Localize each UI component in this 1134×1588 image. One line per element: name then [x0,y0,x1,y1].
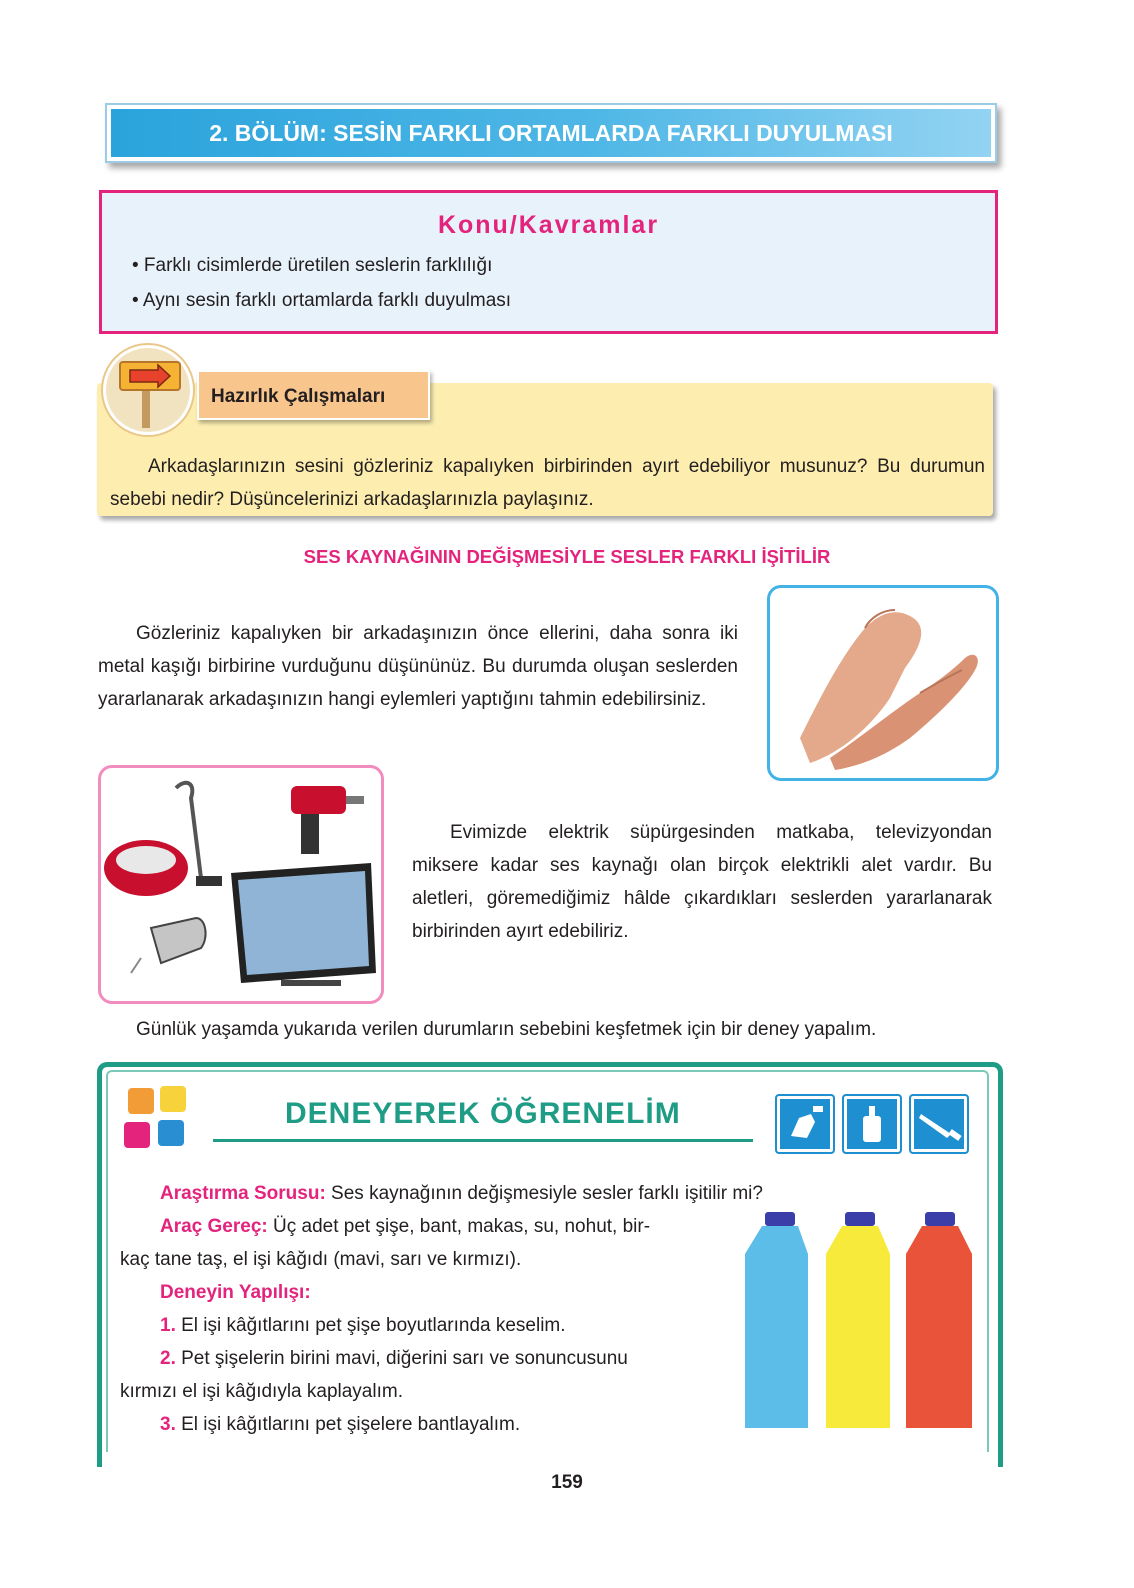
step-2 [160,1342,628,1375]
step-number: 2. [160,1348,176,1369]
red-bottle [906,1212,972,1428]
materials-label: Araç Gereç: [160,1216,268,1237]
step-text: El işi kâğıtlarını pet şişelere bantlayalım. [175,1414,521,1435]
step-text: El işi kâğıtlarını pet şişe boyutlarında keselim. [175,1315,566,1336]
drill-icon [291,786,364,854]
blue-bottle [745,1212,808,1428]
knife-icon [909,1094,969,1154]
signpost-icon [103,345,193,435]
paragraph: Günlük yaşamda yukarıda verilen durumların sebebini keşfetmek için bir deney yapalım. [136,1019,877,1040]
step-number: 3. [160,1414,176,1435]
clapping-hands-image [767,585,999,781]
hand-wash-icon [775,1094,835,1154]
vacuum-cleaner-icon [104,783,222,896]
materials-text-cont: kaç tane taş, el işi kâğıdı (mavi, sarı ve kırmızı). [120,1249,522,1270]
television-icon [231,863,376,986]
step-3 [160,1408,520,1441]
puzzle-icon [118,1080,208,1165]
chapter-header [105,103,997,163]
paragraph: Gözleriniz kapalıyken bir arkadaşınızın önce ellerini, daha sonra iki metal kaşığı birbirine vurduğunu düşününüz. Bu durumda oluşan seslerden yararlanarak arkadaşınızın hangi eylemleri yaptığını tahmin edebilirsiniz. [98,623,738,710]
mixer-icon [131,918,206,973]
title-underline [213,1139,753,1142]
paragraph: Evimizde elektrik süpürgesinden matkaba, televizyondan miksere kadar ses kaynağı olan birçok elektrikli alet vardır. Bu aletleri, göremediğimiz hâlde çıkardıkları seslerden yararlanarak birbirinden ayırt edebiliriz. [412,822,992,942]
appliances-image [98,765,384,1004]
step-1 [160,1309,566,1342]
preparation-text: Arkadaşlarınızın sesini gözleriniz kapalıyken birbirinden ayırt edebiliyor musunuz? Bu durumun sebebi nedir? Düşüncelerinizi arkadaşlarınızla paylaşınız. [110,456,985,510]
bottles-image [740,1210,980,1440]
experiment-title: DENEYEREK ÖĞRENELİM [285,1097,681,1130]
yellow-bottle [826,1212,890,1428]
research-text: Ses kaynağının değişmesiyle sesler farklı işitilir mi? [325,1183,763,1204]
step-2-cont: kırmızı el işi kâğıdıyla kaplayalım. [120,1381,403,1402]
page-number: 159 [551,1472,583,1493]
topics-box [99,190,998,334]
topics-title: Konu/Kavramlar [437,211,660,239]
section-heading: SES KAYNAĞININ DEĞİŞMESİYLE SESLER FARKLI İŞİTİLİR [303,546,831,567]
topic-item: • Farklı cisimlerde üretilen seslerin farklılığı [132,255,493,276]
step-text: Pet şişelerin birini mavi, diğerini sarı ve sonuncusunu [175,1348,628,1369]
glue-bottle-icon [842,1094,902,1154]
materials-text: Üç adet pet şişe, bant, makas, su, nohut, bir- [267,1216,651,1237]
topic-item: • Aynı sesin farklı ortamlarda farklı duyulması [132,290,512,311]
chapter-title: 2. BÖLÜM: SESİN FARKLI ORTAMLARDA FARKLI DUYULMASI [111,109,991,157]
research-question [160,1177,763,1210]
step-number: 1. [160,1315,176,1336]
research-label: Araştırma Sorusu: [160,1183,326,1204]
procedure-label: Deneyin Yapılışı: [160,1282,311,1303]
preparation-label: Hazırlık Çalışmaları [197,370,430,420]
materials [160,1210,650,1243]
